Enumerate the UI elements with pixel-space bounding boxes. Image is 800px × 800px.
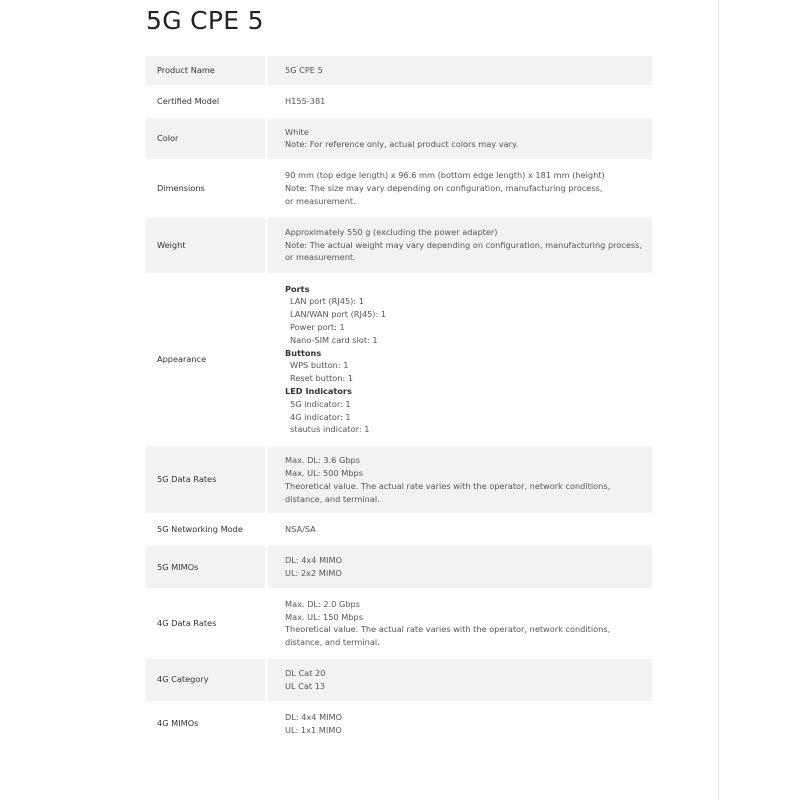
row-5g-networking-mode [146,515,652,546]
value-line: Note: The size may vary depending on configuration, manufacturing process, [285,182,603,193]
row-5g-mimos [146,546,652,590]
row-appearance [146,275,652,447]
value-line: NSA/SA [285,524,316,535]
value-line: Max. DL: 3.6 Gbps [285,455,360,466]
value-line: distance, and terminal. [285,493,380,504]
value-weight [268,218,652,275]
label-weight: Weight [146,218,265,275]
led-item: 5G indicator: 1 [290,398,351,409]
right-divider [718,0,719,800]
value-line: UL: 1x1 MIMO [285,724,342,735]
value-line: Theoretical value. The actual rate varies with the operator, network conditions, [285,624,611,635]
value-line: DL: 4x4 MIMO [285,711,343,722]
row-color [146,118,652,162]
port-item: Power port: 1 [290,321,345,332]
value-color [268,118,652,162]
value-4g-mimos [268,703,652,747]
label-appearance: Appearance [146,275,265,447]
led-heading: LED Indicators [285,385,352,396]
value-line: Theoretical value. The actual rate varies with the operator, network conditions, [285,480,611,491]
port-item: LAN port (RJ45): 1 [290,296,364,307]
value-line: or measurement. [285,195,356,206]
row-4g-category [146,659,652,703]
value-line: Max. UL: 500 Mbps [285,467,364,478]
row-weight [146,218,652,275]
label-5g-mimos: 5G MIMOs [146,546,265,590]
value-line: UL Cat 13 [285,680,326,691]
spec-table [146,56,652,747]
label-4g-mimos: 4G MIMOs [146,703,265,747]
port-item: Nano-SIM card slot: 1 [290,334,378,345]
row-dimensions [146,161,652,217]
ports-heading: Ports [285,283,310,294]
value-line: Note: The actual weight may vary depending on configuration, manufacturing process, [285,239,643,250]
value-line: DL: 4x4 MIMO [285,555,343,566]
value-certified-model [268,87,652,118]
value-product-name [268,56,652,87]
label-product-name: Product Name [146,56,265,87]
row-4g-mimos [146,703,652,747]
value-4g-data-rates [268,590,652,659]
label-certified-model: Certified Model [146,87,265,118]
label-4g-data-rates: 4G Data Rates [146,590,265,659]
led-item: 4G indicator: 1 [290,411,351,422]
row-certified-model [146,87,652,118]
value-dimensions [268,161,652,217]
label-4g-category: 4G Category [146,659,265,703]
label-5g-data-rates: 5G Data Rates [146,446,265,515]
value-line: distance, and terminal. [285,637,380,648]
value-line: 90 mm (top edge length) x 96.6 mm (bottom edge length) x 181 mm (height) [285,170,605,181]
value-line: Note: For reference only, actual product colors may vary. [285,139,519,150]
led-item: stautus indicator: 1 [290,424,370,435]
value-line: or measurement. [285,252,356,263]
label-color: Color [146,118,265,162]
value-5g-data-rates [268,446,652,515]
value-line: Max. UL: 150 Mbps [285,611,364,622]
value-line: White [285,126,309,137]
value-line: Max. DL: 2.0 Gbps [285,598,360,609]
port-item: LAN/WAN port (RJ45): 1 [290,309,387,320]
button-item: Reset button: 1 [290,373,354,384]
label-dimensions: Dimensions [146,161,265,217]
value-5g-networking-mode [268,515,652,546]
value-line: DL Cat 20 [285,667,326,678]
value-line: 5G CPE 5 [285,65,323,75]
row-4g-data-rates [146,590,652,659]
value-line: Approximately 550 g (excluding the power adapter) [285,226,498,237]
row-product-name [146,56,652,87]
value-4g-category [268,659,652,703]
value-line: H155-381 [285,95,326,106]
buttons-heading: Buttons [285,347,322,358]
label-5g-networking-mode: 5G Networking Mode [146,515,265,546]
value-line: UL: 2x2 MIMO [285,567,342,578]
value-appearance [268,275,652,447]
value-5g-mimos [268,546,652,590]
page-title: 5G CPE 5 [146,6,264,35]
row-5g-data-rates [146,446,652,515]
button-item: WPS button: 1 [290,360,349,371]
